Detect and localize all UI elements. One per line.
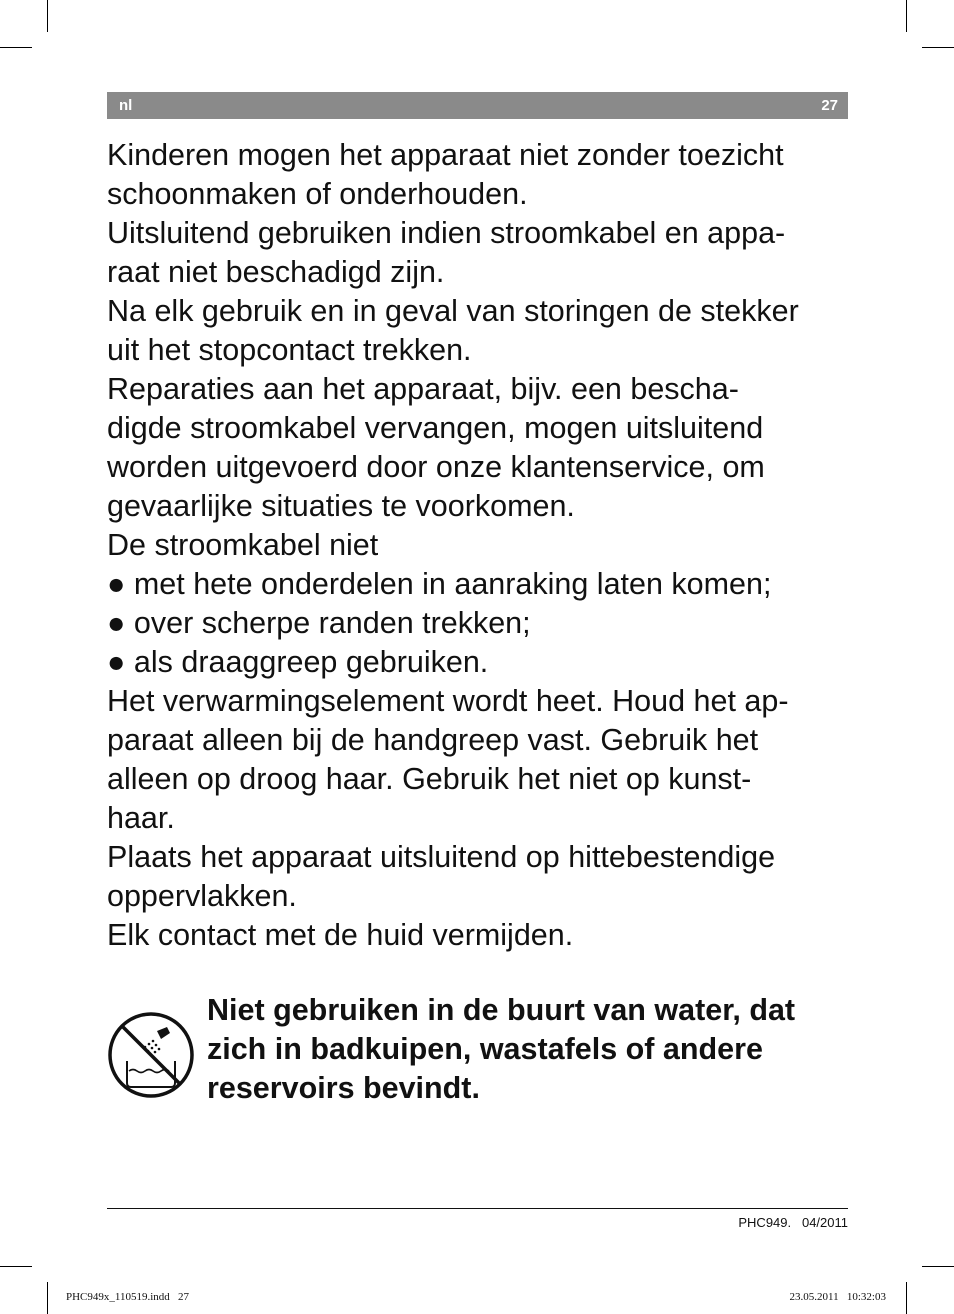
text-line: oppervlakken. [107, 879, 297, 913]
crop-mark [906, 0, 907, 32]
text-line: gevaarlijke situaties te voorkomen. [107, 489, 575, 523]
text-line: Plaats het apparaat uitsluitend op hittebestendige [107, 840, 776, 874]
text-line: raat niet beschadigd zijn. [107, 255, 445, 289]
text-line: Reparaties aan het apparaat, bijv. een bescha- [107, 372, 739, 406]
slug-filename: PHC949x_110519.indd 27 [66, 1291, 190, 1303]
footer-rule [107, 1208, 848, 1209]
text-line: alleen op droog haar. Gebruik het niet op kunst- [107, 762, 752, 796]
text-line: haar. [107, 801, 175, 835]
bullet-item: ● met hete onderdelen in aanraking laten komen; [107, 567, 772, 601]
text-line: Elk contact met de huid vermijden. [107, 918, 574, 952]
model-date-code: PHC949. 04/2011 [738, 1215, 848, 1230]
crop-mark [922, 1266, 954, 1267]
text-line: Kinderen mogen het apparaat niet zonder toezicht [107, 138, 784, 172]
slug-timestamp: 23.05.2011 10:32:03 [789, 1291, 886, 1303]
text-line: Uitsluitend gebruiken indien stroomkabel en appa- [107, 216, 786, 250]
text-line: digde stroomkabel vervangen, mogen uitsluitend [107, 411, 764, 445]
language-code: nl [119, 97, 133, 114]
warning-line: reservoirs bevindt. [207, 1071, 480, 1105]
water-warning [207, 991, 857, 1108]
text-line: Het verwarmingselement wordt heet. Houd het ap- [107, 684, 789, 718]
text-line: worden uitgevoerd door onze klantenservice, om [107, 450, 765, 484]
page-number: 27 [821, 97, 838, 114]
text-line: De stroomkabel niet [107, 528, 379, 562]
crop-mark [47, 1282, 48, 1314]
safety-instructions [107, 136, 852, 955]
crop-mark [0, 1266, 32, 1267]
text-line: Na elk gebruik en in geval van storingen de stekker [107, 294, 799, 328]
crop-mark [0, 47, 32, 48]
text-line: uit het stopcontact trekken. [107, 333, 472, 367]
crop-mark [922, 47, 954, 48]
text-line: paraat alleen bij de handgreep vast. Gebruik het [107, 723, 759, 757]
text-line: schoonmaken of onderhouden. [107, 177, 528, 211]
page-header-bar [107, 92, 848, 119]
warning-line: Niet gebruiken in de buurt van water, dat [207, 993, 796, 1027]
crop-mark [906, 1282, 907, 1314]
bullet-item: ● als draaggreep gebruiken. [107, 645, 489, 679]
warning-line: zich in badkuipen, wastafels of andere [207, 1032, 763, 1066]
no-water-bath-icon [107, 1011, 195, 1099]
crop-mark [47, 0, 48, 32]
bullet-item: ● over scherpe randen trekken; [107, 606, 531, 640]
